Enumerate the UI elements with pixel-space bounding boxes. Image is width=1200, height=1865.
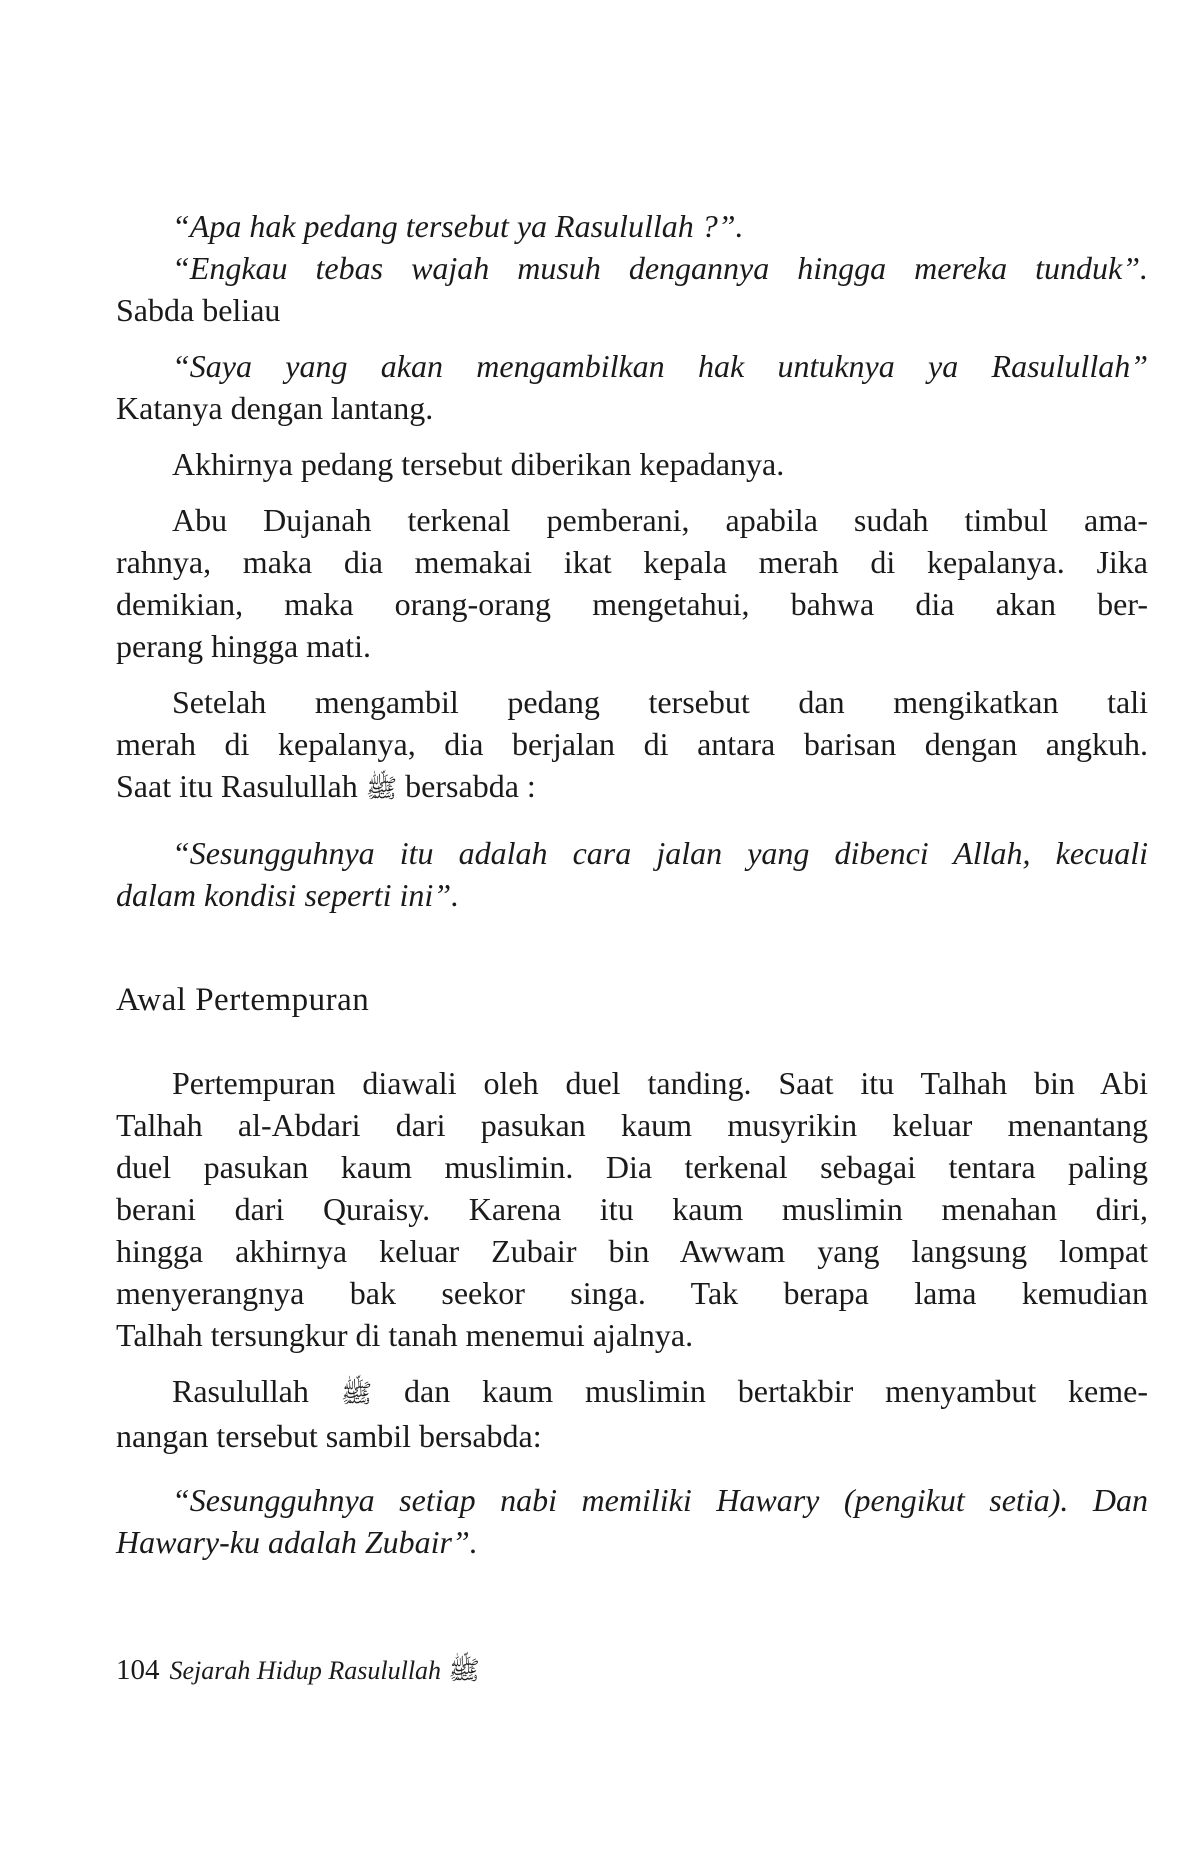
salawat-symbol: ﷺ	[365, 774, 398, 804]
paragraph-line: rahnya, maka dia memakai ikat kepala merah di kepalanya. Jika	[116, 544, 1148, 580]
text-line: Katanya dengan lantang.	[116, 390, 434, 426]
quote-line: “Apa hak pedang tersebut ya Rasulullah ?”.	[172, 208, 744, 244]
paragraph-line: Abu Dujanah terkenal pemberani, apabila sudah timbul ama-	[172, 502, 1148, 538]
paragraph-line: Pertempuran diawali oleh duel tanding. Saat itu Talhah bin Abi	[172, 1065, 1148, 1101]
paragraph-line: Talhah tersungkur di tanah menemui ajalnya.	[116, 1317, 694, 1353]
quote-line: “Sesungguhnya setiap nabi memiliki Hawary (pengikut setia). Dan	[172, 1482, 1148, 1518]
paragraph-line: nangan tersebut sambil bersabda:	[116, 1418, 542, 1454]
text-fragment: dan kaum muslimin bertakbir menyambut keme-	[404, 1373, 1149, 1409]
quote-line: dalam kondisi seperti ini”.	[116, 877, 460, 913]
salawat-symbol: ﷺ	[340, 1379, 373, 1409]
page-number: 104	[116, 1654, 160, 1686]
paragraph-line: Akhirnya pedang tersebut diberikan kepadanya.	[172, 446, 785, 482]
quote-line: Hawary-ku adalah Zubair”.	[116, 1524, 478, 1560]
page-footer	[116, 1650, 480, 1691]
page-body	[116, 205, 1148, 1563]
paragraph-line: menyerangnya bak seekor singa. Tak berapa lama kemudian	[116, 1275, 1148, 1311]
text-fragment: Saat itu Rasulullah	[116, 768, 358, 804]
quote-line: “Saya yang akan mengambilkan hak untuknya ya Rasulullah”	[172, 348, 1148, 384]
text-fragment: bersabda :	[405, 768, 536, 804]
paragraph-line: hingga akhirnya keluar Zubair bin Awwam yang langsung lompat	[116, 1233, 1148, 1269]
quote-line: “Sesungguhnya itu adalah cara jalan yang dibenci Allah, kecuali	[172, 835, 1148, 871]
section-heading: Awal Pertempuran	[116, 982, 370, 1018]
quote-line: “Engkau tebas wajah musuh dengannya hingga mereka tunduk”.	[172, 250, 1148, 286]
text-fragment: Rasulullah	[172, 1373, 309, 1409]
text-line: Sabda beliau	[116, 292, 281, 328]
paragraph-line: duel pasukan kaum muslimin. Dia terkenal sebagai tentara paling	[116, 1149, 1148, 1185]
book-title: Sejarah Hidup Rasulullah	[169, 1656, 442, 1685]
paragraph-line: berani dari Quraisy. Karena itu kaum muslimin menahan diri,	[116, 1191, 1148, 1227]
paragraph-line: demikian, maka orang-orang mengetahui, bahwa dia akan ber-	[116, 586, 1148, 622]
salawat-symbol: ﷺ	[448, 1656, 480, 1686]
paragraph-line: Setelah mengambil pedang tersebut dan mengikatkan tali	[172, 684, 1148, 720]
paragraph-line: perang hingga mati.	[116, 628, 372, 664]
paragraph-line: Talhah al-Abdari dari pasukan kaum musyrikin keluar menantang	[116, 1107, 1148, 1143]
paragraph-line	[116, 765, 1148, 810]
paragraph-line: merah di kepalanya, dia berjalan di antara barisan dengan angkuh.	[116, 726, 1148, 762]
paragraph-line	[116, 1370, 1148, 1415]
